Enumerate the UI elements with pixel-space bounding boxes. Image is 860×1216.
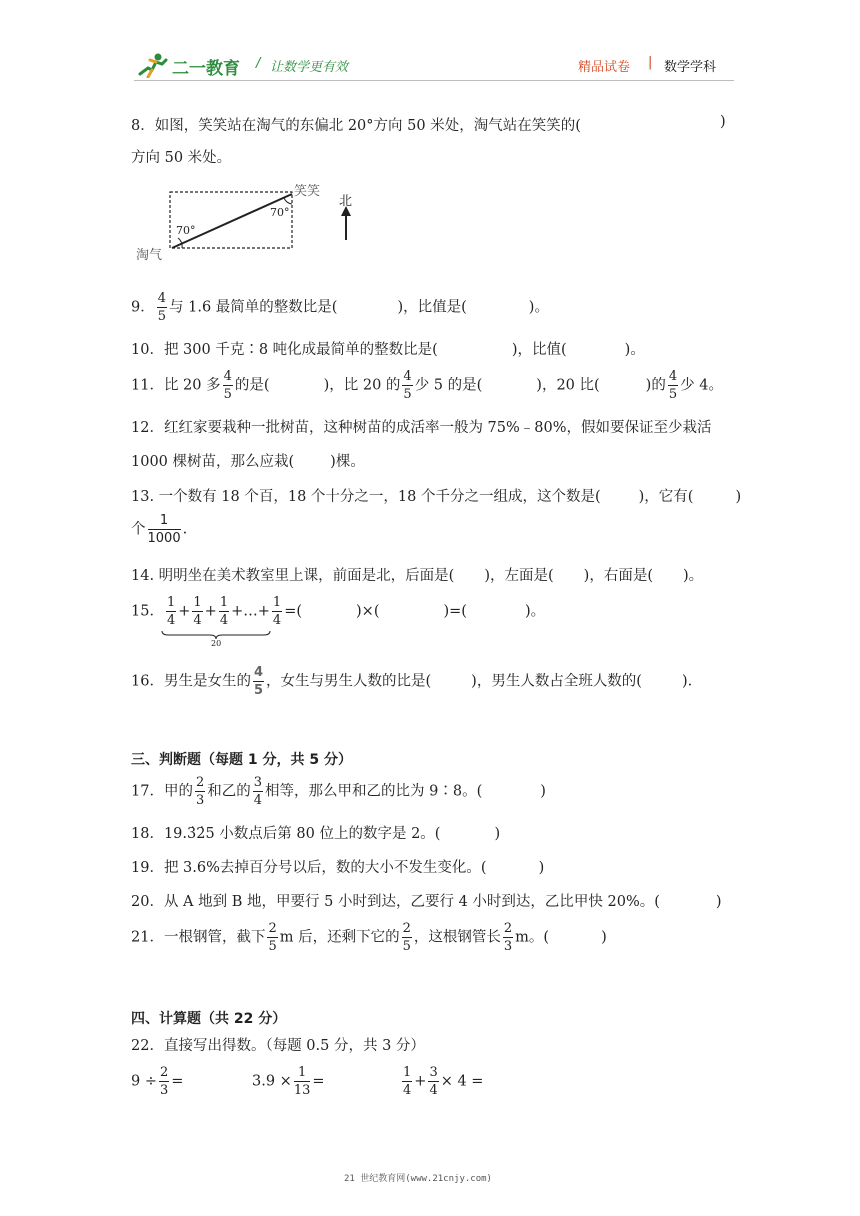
q21-fraction-1: $\frac{2}{5}$: [268, 921, 277, 954]
q22-expr-1: [131, 1066, 183, 1097]
q14-text-c: )，右面是(: [583, 568, 653, 584]
q15-number: 15．: [131, 603, 164, 620]
q18-text-a: 18．19.3̇2̇5 小数点后第 80 位上的数字是 2。(: [131, 826, 441, 842]
q10-text-c: )。: [624, 342, 645, 358]
q8-angle-1: 70°: [176, 224, 196, 237]
q11-fraction-3: $\frac{4}{5}$: [668, 369, 678, 402]
q16-fraction: $\frac{4}{5}$: [253, 665, 263, 698]
q13-text-d: 个: [131, 521, 146, 538]
q17: [131, 776, 546, 807]
q22-expr-2-a: 3.9 ×: [252, 1073, 292, 1090]
q8-figure: [134, 178, 364, 264]
q8-line2: 方向 50 米处。: [131, 150, 232, 166]
q15-text-c: )=(: [443, 603, 467, 620]
q15-fraction-3: $\frac{1}{4}$: [219, 595, 229, 628]
q11-text-e: )，20 比(: [536, 377, 600, 394]
q8-line1: 8．如图，笑笑站在淘气的东偏北 20°方向 50 米处，淘气站在笑笑的(: [131, 118, 581, 134]
q15-brace-label: 20: [211, 639, 222, 648]
q10-text-a: 10．把 300 千克∶8 吨化成最简单的整数比是(: [131, 342, 438, 358]
q16-text-b: ，女生与男生人数的比是(: [266, 673, 432, 690]
q9-fraction: $\frac{4}{5}$: [157, 291, 167, 324]
q16-text-a: 16．男生是女生的: [131, 673, 251, 690]
slogan: 让数学更有效: [270, 60, 349, 75]
q15-fraction-4: $\frac{1}{4}$: [272, 595, 282, 628]
q11-text-c: )，比 20 的: [323, 377, 401, 394]
q12-line1: 12．红红家要栽种一批树苗，这种树苗的成活率一般为 75%﹣80%，假如要保证至少栽活: [131, 420, 712, 436]
q11-text-d: 少 5 的是(: [414, 377, 483, 394]
q13-line1: [131, 485, 741, 506]
q19-text-a: 19．把 3.6%去掉百分号以后，数的大小不发生变化。(: [131, 860, 487, 876]
q22-expr-2-eq: =: [312, 1073, 325, 1090]
q17-text-a: 17．甲的: [131, 783, 193, 800]
q22-expr-1-eq: =: [171, 1073, 184, 1090]
q22-expr-2: [252, 1066, 325, 1097]
q8-label-xiaoxiao: 笑笑: [294, 184, 321, 199]
q18-text-b: ): [494, 826, 501, 842]
q15-plus-4: +: [257, 603, 270, 620]
q11-fraction-2: $\frac{4}{5}$: [403, 369, 412, 402]
q19: [131, 856, 544, 877]
q10: [131, 338, 645, 359]
q22-expr-3-plus: +: [414, 1073, 427, 1090]
q15-fraction-2: $\frac{1}{4}$: [193, 595, 202, 628]
q11-text-a: 11．比 20 多: [131, 377, 221, 394]
q20: [131, 890, 722, 911]
q9-text-c: )。: [528, 299, 549, 316]
q22-title: 22．直接写出得数。（每题 0.5 分，共 3 分）: [131, 1038, 425, 1054]
q16-text-d: ).: [681, 673, 693, 690]
q20-text-b: ): [715, 894, 722, 910]
q19-text-b: ): [538, 860, 545, 876]
slogan-slash: /: [256, 56, 261, 71]
q11: [131, 370, 723, 401]
q17-fraction-2: $\frac{3}{4}$: [253, 775, 263, 808]
q15-fraction-1: $\frac{1}{4}$: [166, 595, 176, 628]
q13-text-c: ): [735, 489, 742, 505]
q8-close-paren: ): [720, 114, 726, 130]
q15-plus-3: +: [231, 603, 244, 620]
q11-text-f: )的: [645, 377, 666, 394]
q15-plus-2: +: [204, 603, 217, 620]
q21-text-b: m 后，还剩下它的: [279, 929, 400, 946]
q11-fraction-1: $\frac{4}{5}$: [223, 369, 232, 402]
q17-text-b: 和乙的: [207, 783, 251, 800]
q22-expr-1-fraction: $\frac{2}{3}$: [159, 1065, 169, 1098]
q15-ellipsis: …: [243, 603, 258, 620]
header-separator: |: [648, 55, 653, 70]
q12-text-a: 1000 棵树苗，那么应栽(: [131, 454, 295, 470]
logo-text: 二一教育: [172, 59, 240, 79]
q17-text-d: ): [540, 783, 546, 800]
q22-expr-3-fraction-1: $\frac{1}{4}$: [403, 1065, 412, 1098]
q9-text-a: 与 1.6 最简单的整数比是(: [169, 299, 338, 316]
q8-diagram: [134, 178, 364, 264]
q22-expr-1-a: 9 ÷: [131, 1073, 157, 1090]
q13-fraction: $\frac{1}{1000}$: [147, 513, 181, 546]
q18: [131, 822, 500, 843]
q22-expr-3-eq: × 4 =: [440, 1073, 484, 1090]
header-subject: 数学学科: [664, 60, 717, 75]
q13-text-a: 13. 一个数有 18 个百，18 个十分之一，18 个千分之一组成，这个数是(: [131, 489, 601, 505]
q21-text-c: ，这根钢管长: [413, 929, 501, 946]
q12-text-b: )棵。: [330, 454, 365, 470]
q8-label-taoqi: 淘气: [136, 248, 163, 263]
q13-line2: [131, 514, 187, 545]
footer: 21 世纪教育网(www.21cnjy.com): [344, 1174, 492, 1184]
q21-fraction-3: $\frac{2}{3}$: [503, 921, 513, 954]
q15-plus-1: +: [178, 603, 191, 620]
q13-text-e: .: [182, 521, 188, 538]
header: [134, 48, 734, 80]
q15-text-d: )。: [524, 603, 546, 620]
q22-expr-3-fraction-2: $\frac{3}{4}$: [429, 1065, 438, 1098]
q21-text-e: ): [601, 929, 607, 946]
q8-north-label: 北: [339, 194, 353, 209]
q22-expr-3: [400, 1066, 483, 1097]
q11-text-b: 的是(: [234, 377, 270, 394]
q14-text-d: )。: [682, 568, 704, 584]
q22-expr-2-fraction: $\frac{1}{13}$: [293, 1065, 311, 1098]
q9-number: 9．: [131, 299, 155, 316]
q15-text-b: )×(: [356, 603, 380, 620]
q13-text-b: )，它有(: [638, 489, 694, 505]
q8-angle-2: 70°: [270, 206, 290, 219]
section-4-title: 四、计算题（共 22 分）: [131, 1011, 287, 1027]
q21-text-d: m。(: [515, 929, 550, 946]
q17-text-c: 相等，那么甲和乙的比为 9∶8。(: [265, 783, 483, 800]
q9: [131, 292, 549, 323]
header-divider: [134, 80, 734, 81]
q16: [131, 666, 692, 697]
q11-text-g: 少 4。: [680, 377, 723, 394]
q21-fraction-2: $\frac{2}{5}$: [402, 921, 411, 954]
q20-text-a: 20．从 A 地到 B 地，甲要行 5 小时到达，乙要行 4 小时到达，乙比甲快 20%。(: [131, 894, 660, 910]
q21: [131, 922, 607, 953]
q17-fraction-1: $\frac{2}{3}$: [195, 775, 205, 808]
q10-text-b: )，比值(: [511, 342, 567, 358]
q9-text-b: )，比值是(: [397, 299, 467, 316]
q14-text-a: 14. 明明坐在美术教室里上课，前面是北，后面是(: [131, 568, 455, 584]
header-tag: 精品试卷: [578, 60, 631, 75]
q14: [131, 564, 703, 585]
q15-text-a: =(: [284, 603, 303, 620]
q12-line2: [131, 450, 365, 471]
logo-runner-icon: [136, 52, 170, 78]
q14-text-b: )，左面是(: [484, 568, 554, 584]
section-3-title: 三、判断题（每题 1 分，共 5 分）: [131, 752, 352, 768]
q21-text-a: 21．一根钢管，截下: [131, 929, 266, 946]
q16-text-c: )，男生人数占全班人数的(: [471, 673, 642, 690]
